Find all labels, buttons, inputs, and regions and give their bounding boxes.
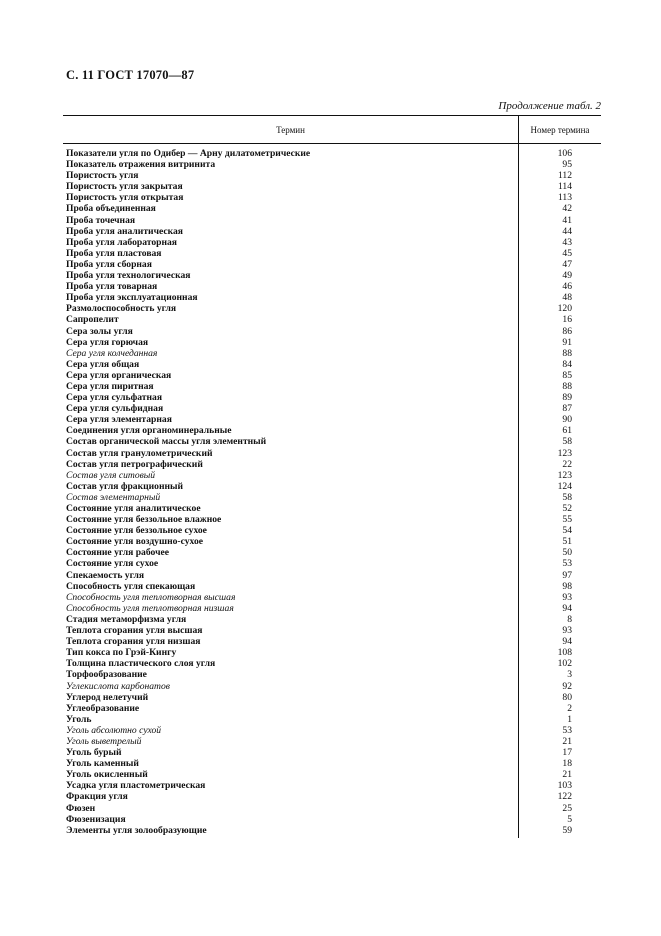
term-cell: Проба объединенная: [66, 203, 156, 215]
term-cell: Сера угля колчеданная: [66, 347, 158, 359]
term-cell: Сера угля сульфидная: [66, 403, 164, 415]
term-cell: Тип кокса по Грэй-Кингу: [66, 647, 177, 659]
term-number-cell: 123: [557, 469, 572, 481]
page-header: С. 11 ГОСТ 17070—87: [66, 68, 195, 82]
term-number-cell: 94: [562, 602, 572, 614]
term-cell: Сера угля элементарная: [66, 414, 172, 426]
table-body: [63, 144, 601, 838]
term-cell: Состояние угля рабочее: [66, 547, 170, 559]
term-cell: Уголь каменный: [66, 758, 139, 770]
term-number-cell: 3: [567, 669, 572, 681]
term-number-cell: 93: [562, 625, 572, 637]
term-cell: Уголь абсолютно сухой: [66, 724, 162, 736]
numbers-column: [518, 144, 601, 838]
term-number-cell: 55: [562, 514, 572, 526]
term-cell: Пористость угля закрытая: [66, 181, 183, 193]
term-number-cell: 45: [562, 247, 572, 259]
term-cell: Способность угля теплотворная высшая: [66, 591, 236, 603]
term-number-cell: 21: [562, 735, 572, 747]
term-number-cell: 93: [562, 591, 572, 603]
terms-table: [63, 115, 601, 838]
term-cell: Уголь бурый: [66, 747, 122, 759]
term-cell: Соединения угля органоминеральные: [66, 425, 232, 437]
term-cell: Сера угля общая: [66, 358, 140, 370]
term-cell: Сера золы угля: [66, 325, 133, 337]
term-cell: Углекислота карбонатов: [66, 680, 170, 692]
term-cell: Уголь: [66, 713, 92, 725]
term-number-cell: 58: [562, 436, 572, 448]
term-number-cell: 94: [562, 636, 572, 648]
term-cell: Уголь выветрелый: [66, 735, 142, 747]
term-cell: Способность угля спекающая: [66, 580, 196, 592]
column-header-term: Термин: [276, 124, 305, 135]
term-number-cell: 51: [562, 536, 572, 548]
term-cell: Толщина пластического слоя угля: [66, 658, 216, 670]
term-number-cell: 103: [557, 780, 572, 792]
term-number-cell: 8: [567, 613, 572, 625]
term-number-cell: 16: [562, 314, 572, 326]
term-number-cell: 98: [562, 580, 572, 592]
term-number-cell: 102: [557, 658, 572, 670]
term-cell: Состав органической массы угля элементный: [66, 436, 267, 448]
term-number-cell: 86: [562, 325, 572, 337]
term-number-cell: 90: [562, 414, 572, 426]
term-number-cell: 46: [562, 281, 572, 293]
term-number-cell: 80: [562, 691, 572, 703]
term-cell: Состояние угля беззольное влажное: [66, 514, 222, 526]
term-number-cell: 92: [562, 680, 572, 692]
term-cell: Уголь окисленный: [66, 769, 148, 781]
term-number-cell: 95: [562, 159, 572, 171]
term-cell: Проба угля сборная: [66, 258, 152, 270]
term-cell: Проба угля пластовая: [66, 247, 162, 259]
term-number-cell: 47: [562, 258, 572, 270]
term-number-cell: 113: [557, 192, 572, 204]
term-cell: Усадка угля пластометрическая: [66, 780, 206, 792]
term-cell: Сапропелит: [66, 314, 119, 326]
term-number-cell: 1: [567, 713, 572, 725]
term-cell: Сера угля сульфатная: [66, 392, 163, 404]
term-number-cell: 54: [562, 525, 572, 537]
term-cell: Сера угля пиритная: [66, 380, 154, 392]
term-cell: Состояние угля воздушно-сухое: [66, 536, 204, 548]
term-cell: Состав угля гранулометрический: [66, 447, 213, 459]
term-cell: Состояние угля беззольное сухое: [66, 525, 207, 537]
term-cell: Состав угля фракционный: [66, 480, 184, 492]
term-number-cell: 108: [557, 647, 572, 659]
term-number-cell: 53: [562, 558, 572, 570]
term-number-cell: 52: [562, 503, 572, 514]
term-cell: Способность угля теплотворная низшая: [66, 602, 234, 614]
term-number-cell: 89: [562, 392, 572, 404]
term-number-cell: 106: [557, 148, 572, 159]
term-number-cell: 50: [562, 547, 572, 559]
term-number-cell: 22: [562, 458, 572, 470]
term-cell: Сера угля горючая: [66, 336, 149, 348]
table-continuation-label: Продолжение табл. 2: [498, 100, 601, 112]
term-number-cell: 42: [562, 203, 572, 215]
term-cell: Стадия метаморфизма угля: [66, 613, 187, 625]
term-cell: Фюзенизация: [66, 813, 126, 825]
term-cell: Теплота сгорания угля высшая: [66, 625, 203, 637]
terms-column: [63, 144, 518, 838]
term-cell: Проба угля технологическая: [66, 270, 191, 282]
term-number-cell: 58: [562, 491, 572, 503]
term-cell: Сера угля органическая: [66, 369, 172, 381]
term-number-cell: 25: [562, 802, 572, 814]
term-number-cell: 18: [562, 758, 572, 770]
term-cell: Проба угля эксплуатационная: [66, 292, 198, 304]
term-cell: Состояние угля аналитическое: [66, 503, 201, 514]
term-cell: Состав угля петрографический: [66, 458, 203, 470]
term-cell: Состояние угля сухое: [66, 558, 159, 570]
term-number-cell: 91: [562, 336, 572, 348]
term-number-cell: 114: [557, 181, 572, 193]
term-cell: Размолоспособность угля: [66, 303, 177, 315]
term-number-cell: 5: [567, 813, 572, 825]
term-cell: Фюзен: [66, 802, 96, 814]
term-cell: Пористость угля открытая: [66, 192, 184, 204]
term-cell: Элементы угля золообразующие: [66, 824, 207, 836]
term-cell: Теплота сгорания угля низшая: [66, 636, 201, 648]
term-cell: Углеобразование: [66, 702, 140, 714]
column-header-number: Номер термина: [518, 116, 601, 143]
term-cell: Состав элементарный: [66, 491, 161, 503]
term-number-cell: 44: [562, 225, 572, 237]
term-number-cell: 88: [562, 380, 572, 392]
term-cell: Торфообразование: [66, 669, 147, 681]
term-number-cell: 21: [562, 769, 572, 781]
term-cell: Показатели угля по Одибер — Арну дилатометрические: [66, 148, 311, 159]
term-cell: Спекаемость угля: [66, 569, 145, 581]
term-number-cell: 112: [557, 170, 572, 182]
term-cell: Проба угля товарная: [66, 281, 158, 293]
term-number-cell: 17: [562, 747, 572, 759]
term-cell: Фракция угля: [66, 791, 128, 803]
term-cell: Пористость угля: [66, 170, 139, 182]
term-number-cell: 88: [562, 347, 572, 359]
term-number-cell: 123: [557, 447, 572, 459]
term-number-cell: 84: [562, 358, 572, 370]
term-cell: Проба угля аналитическая: [66, 225, 183, 237]
term-number-cell: 120: [557, 303, 572, 315]
term-number-cell: 2: [567, 702, 572, 714]
term-number-cell: 124: [557, 480, 572, 492]
term-number-cell: 49: [562, 270, 572, 282]
table-header: [63, 116, 601, 144]
term-number-cell: 41: [562, 214, 572, 226]
term-cell: Проба угля лабораторная: [66, 236, 177, 248]
term-number-cell: 48: [562, 292, 572, 304]
term-number-cell: 59: [562, 824, 572, 836]
term-number-cell: 85: [562, 369, 572, 381]
term-number-cell: 61: [562, 425, 572, 437]
term-cell: Показатель отражения витринита: [66, 159, 216, 171]
term-number-cell: 87: [562, 403, 572, 415]
term-cell: Состав угля ситовый: [66, 469, 156, 481]
term-number-cell: 53: [562, 724, 572, 736]
term-number-cell: 122: [557, 791, 572, 803]
term-cell: Углерод нелетучий: [66, 691, 149, 703]
term-number-cell: 97: [562, 569, 572, 581]
term-cell: Проба точечная: [66, 214, 136, 226]
term-number-cell: 43: [562, 236, 572, 248]
